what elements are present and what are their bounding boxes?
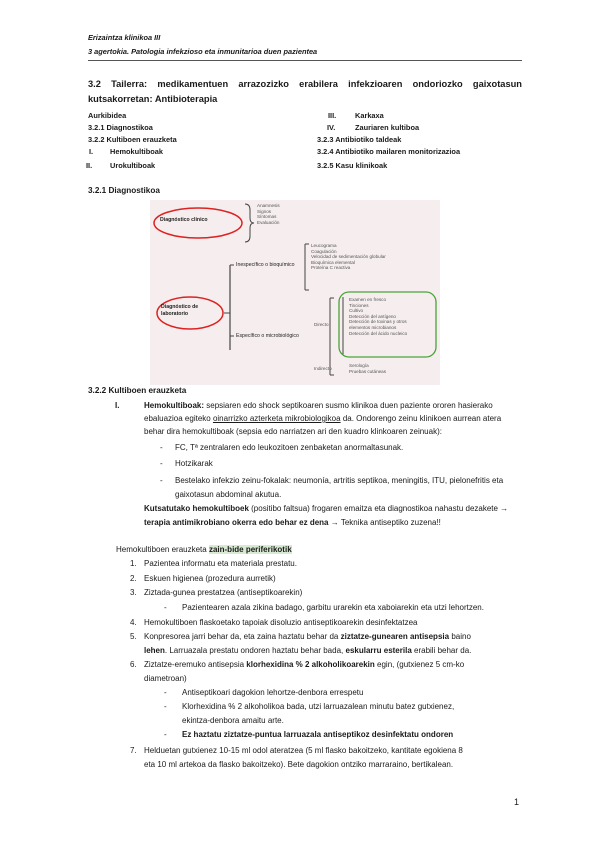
- step-6-line-2: diametroan): [144, 674, 187, 683]
- diagnosis-diagram: [150, 200, 440, 385]
- especifico-label: Específico o microbiológico: [236, 333, 299, 339]
- course-title: Erizaintza klinikoa III: [88, 33, 161, 42]
- lab-diagnosis-label: Diagnóstico de laboratorio: [161, 304, 199, 317]
- directo-label: Directo: [314, 322, 329, 327]
- section-kultiboen-heading: 3.2.2 Kultiboen erauzketa: [88, 386, 187, 395]
- step-4: Hemokultiboen flaskoetako tapoiak disoluzio antiseptikoarekin desinfektatzea: [144, 618, 418, 627]
- hemo-num: I.: [115, 401, 120, 410]
- step-5-line-2: lehen. Larruazala prestatu ondoren haztatu behar bada, eskularru esterila erabili behar da.: [144, 646, 472, 655]
- step-2: Eskuen higienea (prozedura aurretik): [144, 574, 276, 583]
- kutsatutako-line-2: terapia antimikrobiano okerra edo behar ez dena → Teknika antiseptiko zuzena!!: [144, 518, 441, 527]
- procedure-intro: Hemokultiboen erauzketa zain-bide periferikotik: [116, 545, 292, 554]
- header-divider: [88, 60, 522, 61]
- step-6-sub-2: Klorhexidina % 2 alkoholikoa bada, utzi larruazalean minutu batez gutxienez,: [182, 702, 455, 711]
- step-3: Ziztada-gunea prestatzea (antiseptikoarekin): [144, 588, 303, 597]
- step-1: Pazientea informatu eta materiala prestatu.: [144, 559, 297, 568]
- toc-item-kultiboen[interactable]: 3.2.2 Kultiboen erauzketa: [88, 135, 177, 144]
- bullet-bestelako: Bestelako infekzio zeinu-fokalak: neumonía, artritis septikoa, meningitis, ITU, pielonefritis eta: [175, 476, 504, 485]
- section-diagnostikoa-heading: 3.2.1 Diagnostikoa: [88, 186, 160, 195]
- clinical-ellipse: [154, 208, 242, 238]
- step-6-line-1: Ziztatze-eremuko antisepsia klorhexidina % 2 alkoholikoarekin egin, (gutxienez 5 cm-ko: [144, 660, 465, 669]
- bullet-bestelako-cont: gaixotasun abdominal akutua.: [175, 490, 282, 499]
- indirecto-items: Serología Pruebas cutáneas: [349, 363, 387, 374]
- toc-item-urokultiboak[interactable]: Urokultiboak: [110, 161, 156, 170]
- clinical-diagnosis-label: Diagnóstico clínico: [160, 217, 208, 223]
- toc-item-hemokultiboak[interactable]: Hemokultiboak: [110, 147, 163, 156]
- toc-item-kasu-klinikoak[interactable]: 3.2.5 Kasu klinikoak: [317, 161, 388, 170]
- toc-item-monitorizazioa[interactable]: 3.2.4 Antibiotiko mailaren monitorizazioa: [317, 147, 461, 156]
- diagram-lines: [150, 200, 440, 385]
- hemo-line-2: ebaluazioa egiteko oinarrizko azterketa mikrobiologikoa da. Ondorengo zeinu klinikoen aurrean atera: [144, 414, 502, 423]
- page-title: 3.2 Tailerra: medikamentuen arrazozizko erabilera infekzioaren ondoriozko gaixotasun kutsakorretan: Antibioterapia: [88, 79, 522, 104]
- bullet-dash: -: [160, 443, 163, 452]
- step-6-bold-warning: Ez haztatu ziztatze-puntua larruazala antiseptikoz desinfektatu ondoren: [182, 730, 454, 739]
- scenario-subtitle: 3 agertokia. Patologia infekzioso eta inmunitarioa duen pazientea: [88, 47, 318, 56]
- step-7-line-2: eta 10 ml artekoa da flasko bakoitzeko). Bete dagokion ontziko marraraino, bertikalean.: [144, 760, 454, 769]
- bullet-hotzikarak: Hotzikarak: [175, 459, 213, 468]
- toc-item-antibiotiko-taldeak[interactable]: 3.2.3 Antibiotiko taldeak: [317, 135, 402, 144]
- step-6-sub-2-cont: ekintza-denbora amaitu arte.: [182, 716, 284, 725]
- page-number: 1: [514, 797, 520, 807]
- directo-items: Examen en fresco Tinciones Cultivo Detección del antígeno Detección de toxinas y otros elementos microbianos Detección del ácido nucleico: [349, 297, 408, 336]
- periferikotik-highlight: zain-bide periferikotik: [208, 545, 292, 554]
- step-6-sub-1: Antiseptikoari dagokion lehortze-denbora errespetu: [182, 688, 364, 697]
- indirecto-label: Indirecto: [314, 366, 332, 371]
- toc-item-karkaxa[interactable]: Karkaxa: [355, 111, 384, 120]
- oinarrizko-link: oinarrizko azterketa mikrobiologikoa: [212, 414, 341, 423]
- step-5-line-1: Konpresorea jarri behar da, eta zaina haztatu behar da ziztatze-gunearen antisepsia baino: [144, 632, 471, 641]
- hemo-line-1: Hemokultiboak: sepsiaren edo shock septikoaren susmo klinikoa duen paziente ororen hasierako: [144, 401, 493, 410]
- clinical-items: Anamnesis Signos Síntomas Evaluación: [257, 203, 280, 225]
- kutsatutako-line-1: Kutsatutako hemokultiboek (positibo faltsua) frogaren emaitza eta diagnostikoa nahastu dezakete →: [144, 504, 509, 513]
- inespecifico-items: Leucograma Coagulación Velocidad de sedimentación globular Bioquímica elemental Proteína C reactiva: [311, 243, 386, 271]
- step-3-sub: Pazientearen azala zikina badago, garbitu urarekin eta xaboiarekin eta utzi lehortzen.: [182, 603, 484, 612]
- clinical-brace: [245, 204, 254, 242]
- bullet-fc: FC, Tª zentralaren edo leukozitoen zenbaketan anormaltasunak.: [175, 443, 404, 452]
- hemo-line-3: behar dira hemokultiboak (sepsia edo narriatzen ari den kuadro klinkoaren zeinuak):: [144, 427, 442, 436]
- toc-num-iv: IV.: [327, 123, 336, 132]
- toc-num-iii: III.: [328, 111, 337, 120]
- step-7-line-1: Helduetan gutxienez 10-15 ml odol ateratzea (5 ml flasko bakoitzeko, kantitate egokiena 8: [144, 746, 463, 755]
- toc-item-diagnostikoa[interactable]: 3.2.1 Diagnostikoa: [88, 123, 153, 132]
- inespecifico-label: Inespecífico o bioquímico: [236, 262, 295, 268]
- toc-item-zauriaren[interactable]: Zauriaren kultiboa: [355, 123, 420, 132]
- toc-num-i: I.: [89, 147, 94, 156]
- toc-num-ii: II.: [86, 161, 93, 170]
- toc-heading[interactable]: Aurkibidea: [88, 111, 127, 120]
